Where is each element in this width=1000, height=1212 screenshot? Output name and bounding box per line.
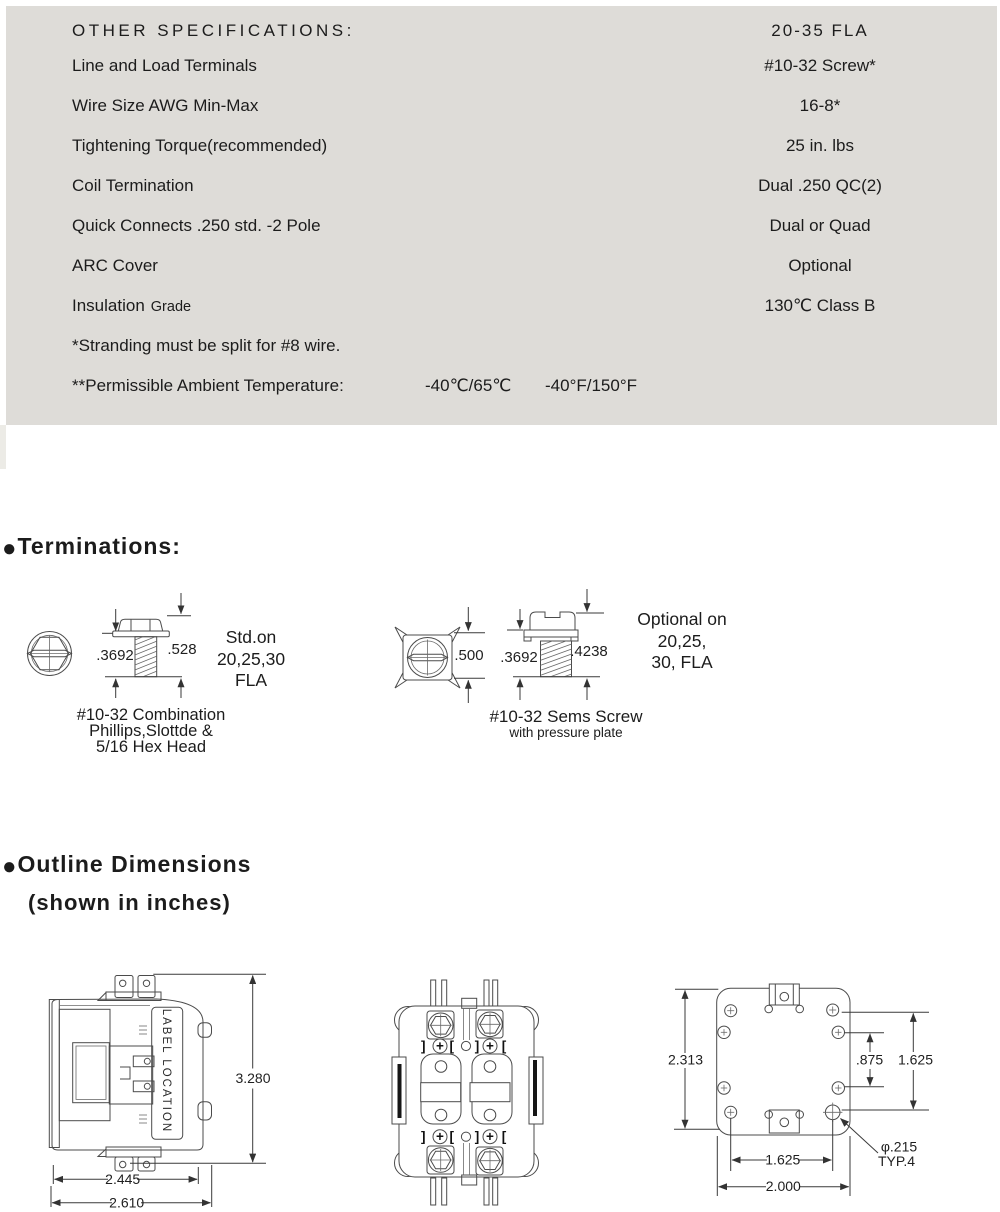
hole-typ-label: TYP.4 xyxy=(877,1153,916,1169)
hex-screw-top-view xyxy=(28,632,72,676)
terminations-heading xyxy=(2,533,181,563)
terminal-mark: ] xyxy=(474,1038,480,1054)
screw-head-icon xyxy=(428,1148,453,1173)
screw-head-icon xyxy=(428,1013,453,1038)
spec-label-insulation-main: Insulation xyxy=(72,296,145,315)
sems-screw-dimensions xyxy=(500,589,608,700)
hex-screw-note xyxy=(186,627,316,692)
terminal-mark: ] xyxy=(421,1129,426,1144)
side-notch-hole-icon xyxy=(718,1026,730,1038)
note-line: 20,25,30 xyxy=(216,648,286,669)
side-notch-hole-icon xyxy=(832,1026,844,1038)
note-line: Std.on xyxy=(225,627,277,647)
dim-label-3692: .3692 xyxy=(96,647,134,664)
mounting-view-drawing xyxy=(650,960,960,1212)
terminal-mark: [ xyxy=(501,1038,507,1054)
dim-label-2445: 2.445 xyxy=(105,1171,141,1187)
spec-value-quick-connects: Dual or Quad xyxy=(769,216,871,235)
contactor-body xyxy=(49,976,211,1172)
sems-screw-note xyxy=(617,609,747,674)
terminal-mark: [ xyxy=(449,1129,454,1144)
spec-value-wire-size: 16-8* xyxy=(799,96,841,115)
top-view-body xyxy=(392,980,543,1205)
terminations-heading-text: Terminations: xyxy=(17,533,181,559)
spec-value-torque: 25 in. lbs xyxy=(785,136,855,155)
spec-label-coil-termination: Coil Termination xyxy=(72,176,194,195)
specs-title: OTHER SPECIFICATIONS: xyxy=(72,21,355,40)
dim-label-500: .500 xyxy=(454,647,484,664)
spec-label-insulation-grade: Grade xyxy=(150,299,192,315)
hex-screw-caption xyxy=(40,707,262,755)
bullet-icon: ● xyxy=(2,853,17,880)
spec-label-quick-connects: Quick Connects .250 std. -2 Pole xyxy=(72,216,321,235)
note-line: 30, FLA xyxy=(651,652,713,672)
note-line: FLA xyxy=(234,670,268,690)
spec-value-coil-termination: Dual .250 QC(2) xyxy=(758,176,882,195)
screw-head-icon xyxy=(478,1012,503,1037)
label-location-text: LABEL LOCATION xyxy=(160,1008,172,1134)
spec-label-wire-size: Wire Size AWG Min-Max xyxy=(72,96,259,115)
specs-title-value: 20-35 FLA xyxy=(771,21,869,40)
sems-screw-subcaption: with pressure plate xyxy=(509,725,623,740)
side-notch-hole-icon xyxy=(718,1082,730,1094)
spec-label-torque: Tightening Torque(recommended) xyxy=(72,136,328,155)
bullet-icon: ● xyxy=(2,535,17,562)
other-specifications-panel xyxy=(6,6,997,425)
dim-label-2610: 2.610 xyxy=(109,1194,145,1211)
terminal-mark: + xyxy=(436,1038,444,1054)
plate-height-dimension xyxy=(454,607,485,703)
contactor-side-view-drawing xyxy=(30,960,280,1212)
terminal-mark: [ xyxy=(501,1129,507,1144)
spec-label-arc-cover: ARC Cover xyxy=(72,256,158,275)
spec-value-line-load: #10-32 Screw* xyxy=(764,56,876,75)
sems-screw-caption: #10-32 Sems Screw xyxy=(489,707,643,726)
screw-head-icon xyxy=(478,1148,503,1173)
spec-note-ambient-celsius: -40℃/65℃ xyxy=(425,376,512,395)
terminal-mark: ] xyxy=(474,1129,480,1144)
dim-label-4238: .4238 xyxy=(570,643,608,660)
outline-heading-text: Outline Dimensions xyxy=(17,851,252,877)
caption-line: #10-32 Combination xyxy=(76,706,226,724)
spec-label-line-load: Line and Load Terminals xyxy=(72,56,257,75)
dim-label-2313: 2.313 xyxy=(667,1051,704,1068)
mounting-hole-target-icon xyxy=(823,1103,842,1122)
scan-edge-artifact xyxy=(0,425,6,469)
terminal-mark: [ xyxy=(449,1038,454,1054)
spec-value-arc-cover: Optional xyxy=(788,256,852,275)
terminal-mark: + xyxy=(486,1129,494,1144)
mounting-plate xyxy=(717,984,850,1135)
terminal-mark: ] xyxy=(421,1038,426,1054)
terminal-mark: + xyxy=(486,1038,494,1054)
spec-value-insulation: 130℃ Class B xyxy=(764,296,876,315)
hole-diameter-label: φ.215 xyxy=(880,1138,918,1155)
dim-label-bottom-1625: 1.625 xyxy=(765,1151,801,1168)
spec-label-insulation xyxy=(72,295,191,318)
outline-heading xyxy=(2,851,251,881)
side-notch-hole-icon xyxy=(832,1082,844,1094)
terminal-mark: + xyxy=(436,1129,444,1144)
dim-label-2000: 2.000 xyxy=(765,1178,801,1195)
mounting-hole-icon xyxy=(725,1106,737,1118)
dim-label-3280: 3.280 xyxy=(235,1070,271,1086)
spec-note-ambient-fahrenheit: -40°F/150°F xyxy=(545,376,638,395)
note-line: 20,25, xyxy=(657,630,707,651)
mounting-hole-icon xyxy=(827,1004,839,1016)
contactor-top-view-drawing xyxy=(385,960,600,1212)
caption-line: 5/16 Hex Head xyxy=(95,738,207,756)
dim-label-528: .528 xyxy=(167,641,197,658)
outline-subheading: (shown in inches) xyxy=(28,890,231,915)
mounting-hole-icon xyxy=(725,1005,737,1017)
dim-label-right-1625: 1.625 xyxy=(897,1051,934,1068)
spec-note-stranding: *Stranding must be split for #8 wire. xyxy=(72,336,341,355)
sems-screw-top-view xyxy=(395,627,460,688)
dim-label-3692: .3692 xyxy=(500,649,538,666)
spec-note-ambient: **Permissible Ambient Temperature: xyxy=(72,376,344,395)
note-line: Optional on xyxy=(637,609,727,629)
caption-line: Phillips,Slottde & xyxy=(89,722,213,740)
mounting-dimensions xyxy=(668,989,933,1196)
dim-label-875: .875 xyxy=(855,1051,884,1068)
